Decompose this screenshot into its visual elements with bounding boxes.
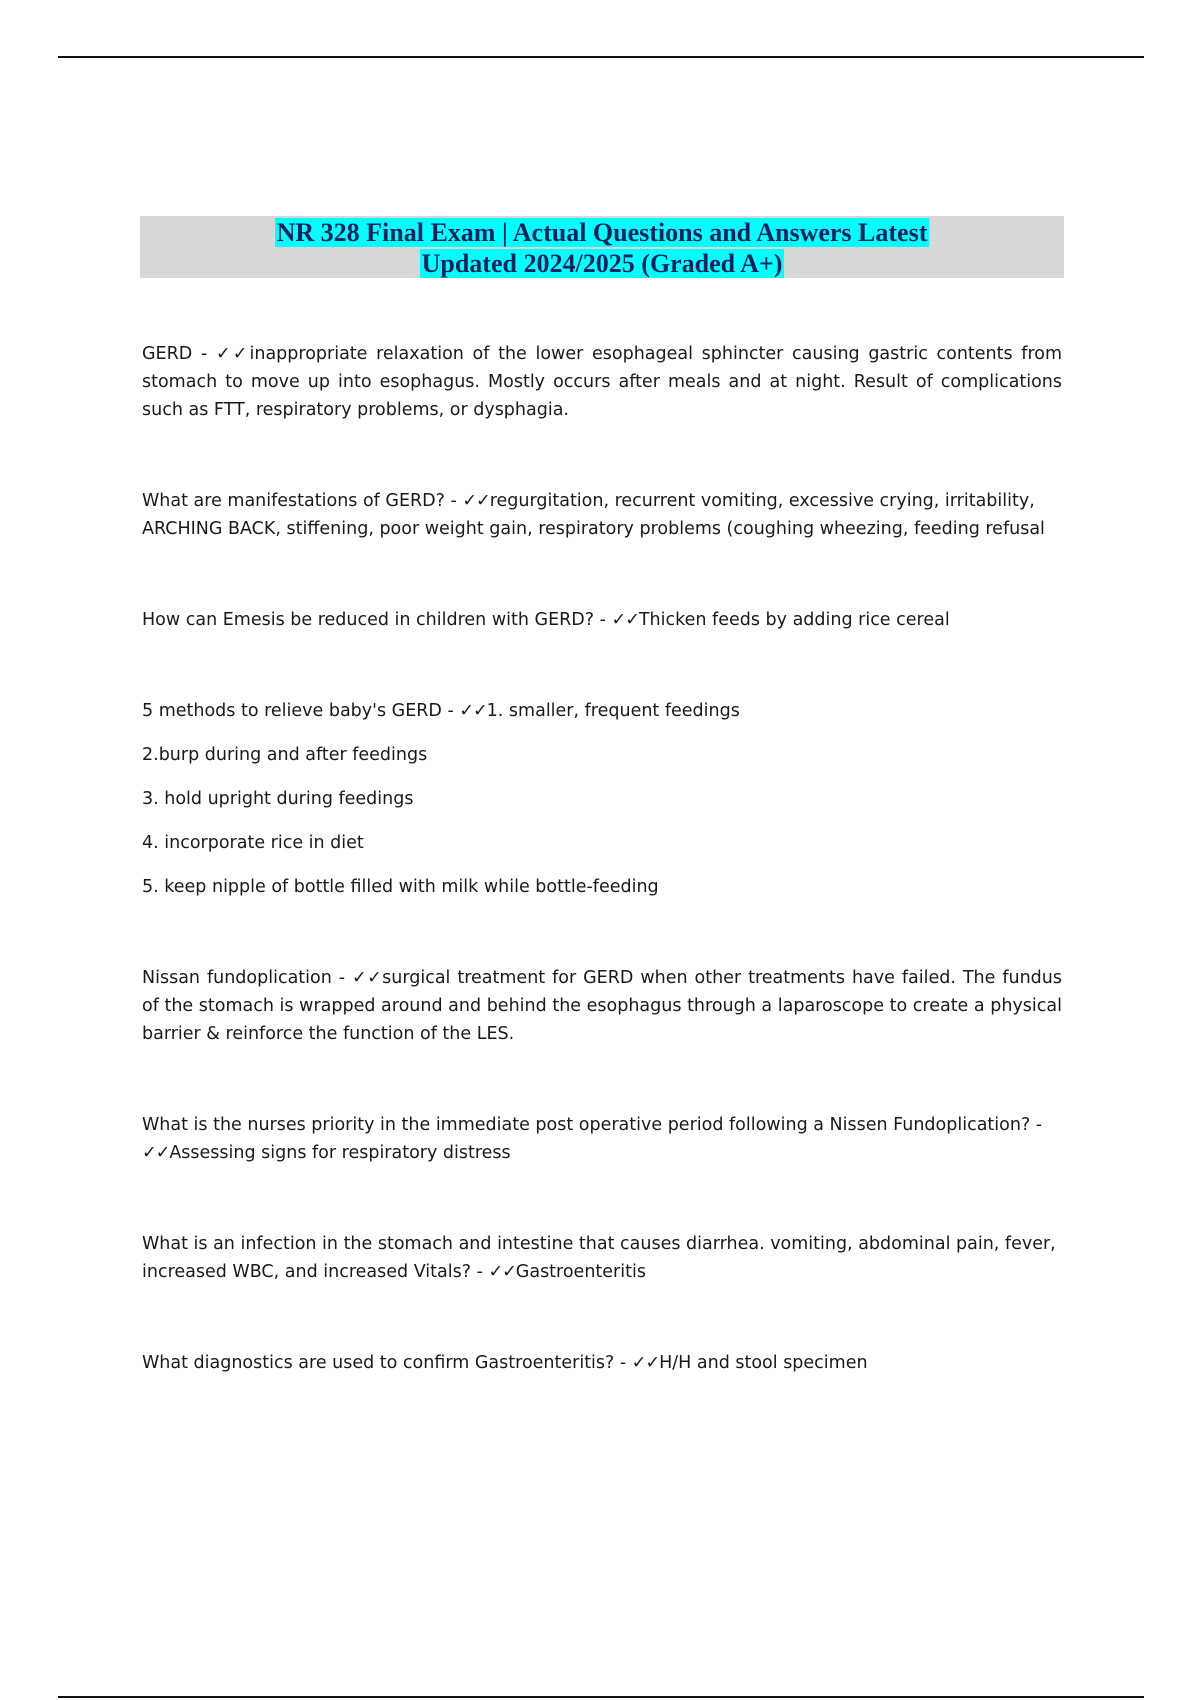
double-check-icon: ✓✓ (215, 344, 250, 364)
double-check-icon: ✓✓ (462, 491, 490, 511)
answer: surgical treatment for GERD when other treatments have failed. The fundus of the stomach is wrapped around and behind the esophagus through a laparoscope to create a physical barrier & reinforce the function of the LES. (142, 968, 1062, 1044)
separator: - (192, 344, 216, 364)
answer: regurgitation, recurrent vomiting, excessive crying, irritability, ARCHING BACK, stiffening, poor weight gain, respiratory problems (coughing wheezing, feeding refusal (142, 491, 1045, 539)
question: 5 methods to relieve baby's GERD (142, 701, 442, 721)
question: How can Emesis be reduced in children with GERD? (142, 610, 595, 630)
separator: - (441, 701, 460, 721)
question: What are manifestations of GERD? (142, 491, 445, 511)
qa-list (142, 340, 1062, 1377)
double-check-icon: ✓✓ (142, 1143, 170, 1163)
list-item: 2.burp during and after feedings (142, 745, 428, 765)
top-rule (58, 56, 1144, 58)
answer: 1. smaller, frequent feedings (486, 701, 740, 721)
document-title (140, 217, 1064, 279)
question: What diagnostics are used to confirm Gastroenteritis? (142, 1353, 615, 1373)
answer: Assessing signs for respiratory distress (169, 1143, 511, 1163)
qa-entry-emesis (142, 606, 1062, 634)
question: GERD (142, 344, 193, 364)
separator: - (1030, 1115, 1043, 1135)
separator: - (614, 1353, 632, 1373)
answer: inappropriate relaxation of the lower esophageal sphincter causing gastric contents from stomach to move up into esophagus. Mostly occurs after meals and at night. Result of complications such as FTT, respiratory problems, or dysphagia. (142, 344, 1063, 420)
question: Nissan fundoplication (142, 968, 332, 988)
qa-entry-gerd (142, 340, 1062, 424)
title-line-1: NR 328 Final Exam | Actual Questions and Answers Latest (276, 218, 928, 247)
list-item: 4. incorporate rice in diet (142, 833, 364, 853)
double-check-icon: ✓✓ (488, 1262, 516, 1282)
question: What is an infection in the stomach and intestine that causes diarrhea. vomiting, abdominal pain, fever, increased WBC, and increased Vitals? (142, 1234, 1056, 1282)
separator: - (594, 610, 612, 630)
double-check-icon: ✓✓ (459, 701, 487, 721)
bottom-rule (58, 1696, 1144, 1698)
double-check-icon: ✓✓ (352, 968, 383, 988)
qa-entry-infection (142, 1230, 1062, 1286)
list-item: 5. keep nipple of bottle filled with milk while bottle-feeding (142, 877, 659, 897)
qa-entry-nurse-priority (142, 1111, 1062, 1167)
separator: - (471, 1262, 489, 1282)
list-item: 3. hold upright during feedings (142, 789, 414, 809)
qa-entry-nissan (142, 964, 1062, 1048)
separator: - (331, 968, 353, 988)
answer: Gastroenteritis (515, 1262, 646, 1282)
title-line-2: Updated 2024/2025 (Graded A+) (421, 249, 783, 278)
answer: Thicken feeds by adding rice cereal (638, 610, 950, 630)
qa-entry-diagnostics (142, 1349, 1062, 1377)
answer: H/H and stool specimen (659, 1353, 868, 1373)
double-check-icon: ✓✓ (631, 1353, 660, 1373)
qa-entry-manifestations (142, 487, 1062, 543)
separator: - (444, 491, 463, 511)
double-check-icon: ✓✓ (611, 610, 639, 630)
qa-entry-relieve-methods (142, 697, 1062, 725)
question: What is the nurses priority in the immediate post operative period following a Nissen Fundoplication? (142, 1115, 1031, 1135)
